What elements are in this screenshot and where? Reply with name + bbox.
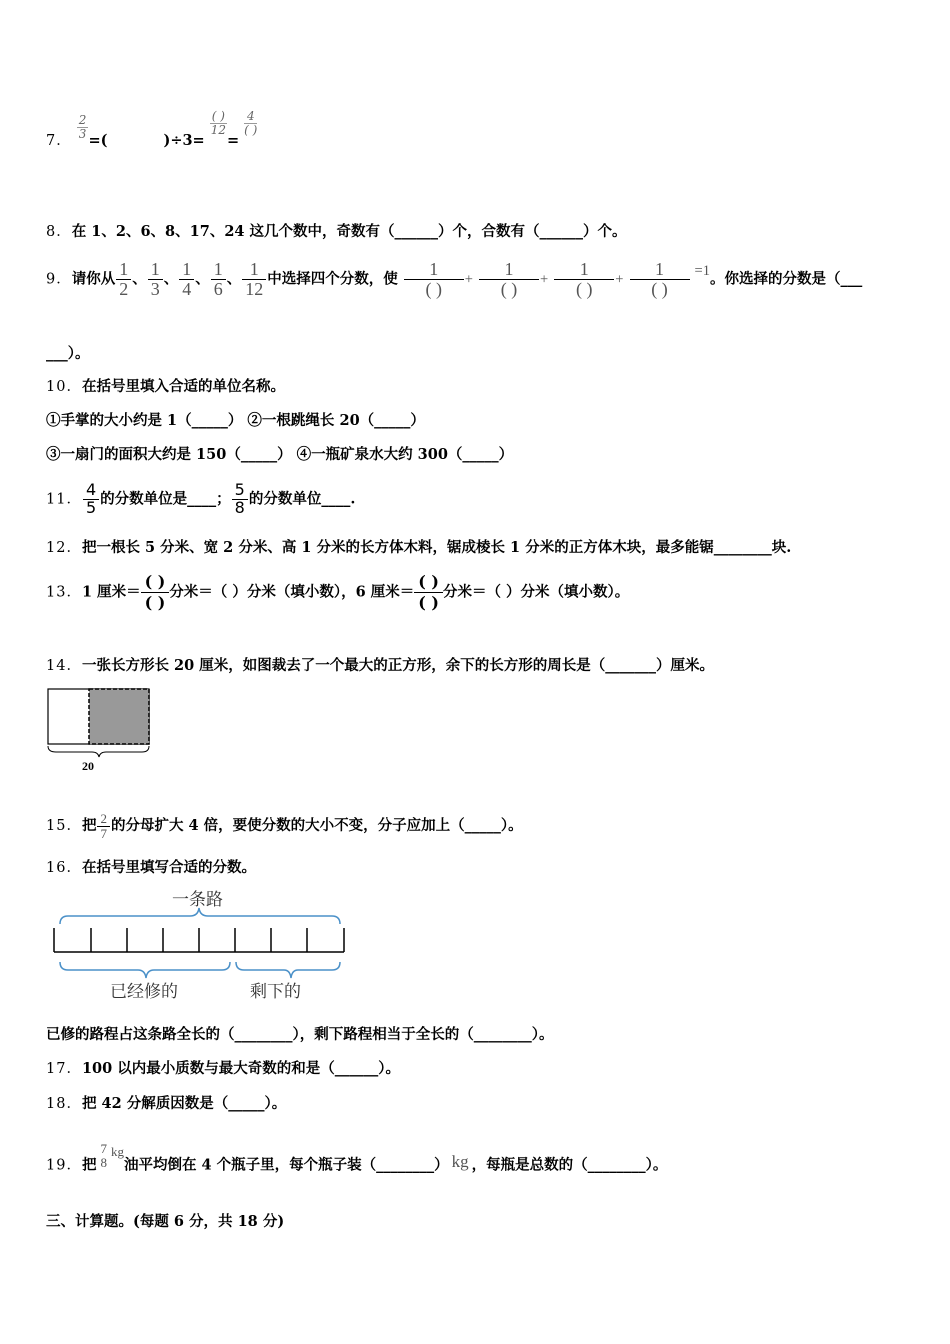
question-text: 把 42 分解质因数是（_____）。 — [81, 1095, 287, 1112]
question-number: 15． — [46, 818, 82, 835]
question-19 — [46, 1141, 668, 1179]
equation-fraction: $\frac{1}{( )}$ — [630, 260, 690, 299]
rectangle-diagram — [44, 684, 154, 774]
question-10 — [46, 377, 285, 397]
road-ticks — [54, 928, 344, 952]
fraction-4-over-blank: 4 ( ) — [244, 109, 258, 137]
top-brace — [60, 908, 340, 924]
fraction-two-thirds: $\frac{2}{3}$ — [78, 113, 87, 141]
question-18 — [46, 1094, 286, 1114]
question-8 — [46, 222, 627, 242]
fraction-option: $\frac{1}{4}$ — [179, 260, 194, 299]
question-text: 油平均倒在 4 个瓶子里，每个瓶子装（________） — [123, 1156, 449, 1174]
plus-sign: + — [540, 271, 549, 288]
separator: 、 — [195, 270, 210, 288]
question-text: 在括号里填写合适的分数。 — [81, 859, 256, 876]
question-text: 的分数单位是____； — [100, 490, 231, 508]
question-text: 分米＝（ ）分米（填小数）。 — [442, 583, 630, 601]
question-11 — [46, 482, 355, 517]
question-text: 的分母扩大 4 倍，要使分数的大小不变，分子应加上（_____）。 — [110, 817, 523, 835]
fraction-seven-eighths: 7 8 — [100, 1141, 107, 1170]
question-12 — [46, 538, 791, 558]
brace — [48, 746, 149, 757]
question-number: 16． — [46, 860, 82, 876]
fraction-option: $\frac{1}{6}$ — [211, 260, 226, 299]
unit-kg: kg — [451, 1151, 469, 1171]
question-number: 12． — [46, 540, 82, 556]
question-text: 请你从 — [71, 270, 116, 288]
question-16-text — [46, 1025, 554, 1045]
question-text: 。你选择的分数是（___ — [709, 270, 863, 288]
equation-fraction: $\frac{1}{( )}$ — [404, 260, 464, 299]
question-number: 18． — [46, 1096, 82, 1112]
fraction-two-sevenths: $\frac{2}{7}$ — [97, 812, 110, 840]
q7-equals: = — [226, 132, 240, 150]
question-text: 把 — [81, 817, 97, 835]
question-text: 中选择四个分数，使 — [267, 270, 398, 288]
road-label: 一条路 — [172, 890, 223, 910]
fraction-five-eighths: $\frac{5}{8}$ — [232, 482, 248, 517]
question-number: 10． — [46, 379, 82, 395]
question-9-continued — [46, 344, 90, 364]
q7-text: =( — [88, 132, 108, 150]
question-number: 13． — [46, 584, 82, 601]
question-number: 14． — [46, 658, 82, 674]
plus-sign: + — [615, 271, 624, 288]
cut-square — [89, 689, 149, 744]
left-label: 剩下的 — [250, 982, 301, 1002]
unit-kg: kg — [110, 1143, 124, 1159]
question-10-line-1 — [46, 411, 425, 431]
fraction-blank-over-12: ( ) 12 — [210, 109, 226, 137]
question-text: 在 1、2、6、8、17、24 这几个数中，奇数有（______）个，合数有（______）个。 — [71, 223, 627, 240]
equation-fraction: $\frac{1}{( )}$ — [479, 260, 539, 299]
separator: 、 — [163, 270, 179, 288]
section-3-heading — [46, 1212, 284, 1232]
fraction-option: $\frac{1}{2}$ — [116, 260, 131, 299]
question-text: 一张长方形长 20 厘米，如图裁去了一个最大的正方形，余下的长方形的周长是（_______）厘米。 — [81, 657, 714, 674]
question-7 — [46, 109, 258, 154]
question-15 — [46, 812, 523, 840]
fraction-option: $\frac{1}{3}$ — [148, 260, 163, 299]
question-text: ___）。 — [46, 345, 90, 362]
question-16 — [46, 858, 256, 878]
question-text: 已修的路程占这条路全长的（________），剩下路程相当于全长的（________）。 — [46, 1026, 554, 1043]
equals-one: =1 — [694, 263, 710, 280]
question-text: 100 以内最小质数与最大奇数的和是（______）。 — [81, 1060, 401, 1077]
length-label: 20 — [82, 759, 94, 773]
question-number: 17． — [46, 1061, 82, 1077]
left-brace — [236, 962, 340, 978]
question-text: 的分数单位____. — [248, 490, 356, 508]
question-text: 分米＝（ ）分米（填小数），6 厘米＝ — [169, 583, 415, 601]
section-title: 三、计算题。(每题 6 分，共 18 分) — [46, 1213, 285, 1230]
q7-text: )÷3= — [163, 132, 205, 150]
question-9 — [46, 260, 862, 299]
question-number: 8． — [46, 224, 72, 240]
question-10-line-2 — [46, 445, 513, 465]
question-text: 把一根长 5 分米、宽 2 分米、高 1 分米的长方体木料，锯成棱长 1 分米的正方体木块，最多能锯________块. — [81, 539, 792, 556]
question-14 — [46, 656, 714, 676]
blank-fraction: $\frac{( )}{( )}$ — [141, 572, 170, 613]
question-text: ，每瓶是总数的（________）。 — [471, 1156, 668, 1174]
question-17 — [46, 1059, 400, 1079]
done-label: 已经修的 — [110, 982, 178, 1002]
question-text: 把 — [81, 1156, 97, 1174]
separator: 、 — [132, 270, 147, 288]
question-text: ①手掌的大小约是 1（_____） ②一根跳绳长 20（_____） — [46, 412, 425, 429]
question-text: 在括号里填入合适的单位名称。 — [81, 378, 285, 395]
fraction-four-fifths: $\frac{4}{5}$ — [83, 482, 99, 517]
plus-sign: + — [464, 271, 473, 288]
question-text: 1 厘米＝ — [81, 583, 141, 601]
equation-fraction: $\frac{1}{( )}$ — [554, 260, 614, 299]
question-13 — [46, 572, 629, 613]
question-number: 19． — [46, 1157, 82, 1174]
blank-fraction: $\frac{( )}{( )}$ — [414, 572, 443, 613]
separator: 、 — [226, 270, 242, 288]
question-text: ③一扇门的面积大约是 150（_____） ④一瓶矿泉水大约 300（_____） — [46, 446, 514, 463]
question-number: 9． — [46, 271, 72, 288]
question-number: 11． — [46, 491, 82, 508]
done-brace — [60, 962, 230, 978]
fraction-option: $\frac{1}{12}$ — [242, 260, 266, 299]
question-number: 7． — [46, 133, 72, 150]
